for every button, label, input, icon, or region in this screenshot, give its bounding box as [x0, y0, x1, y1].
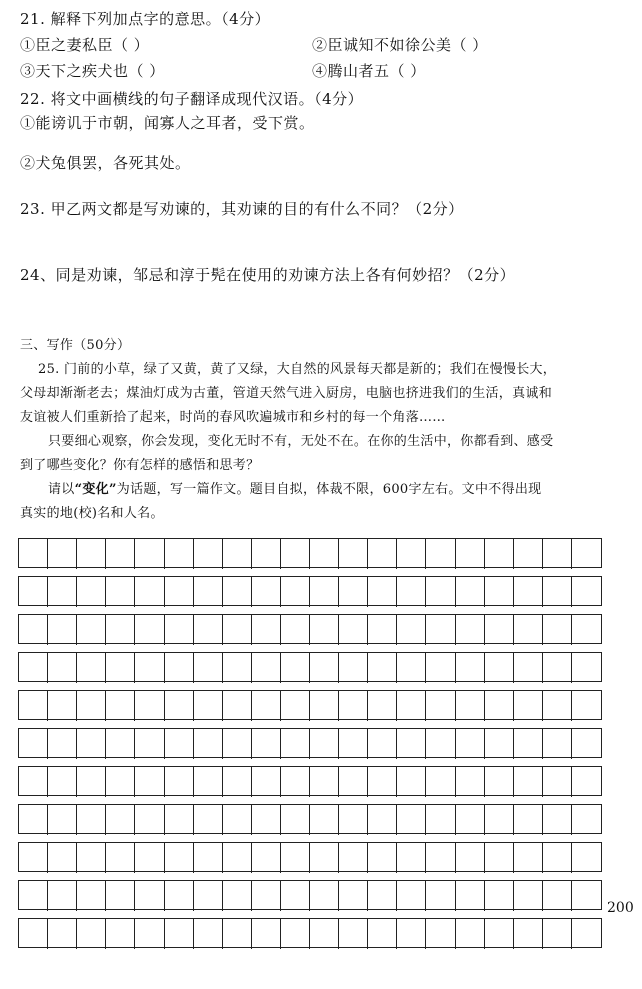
grid-cell[interactable]	[252, 539, 281, 569]
grid-cell[interactable]	[485, 919, 514, 949]
grid-cell[interactable]	[514, 919, 543, 949]
grid-cell[interactable]	[310, 653, 339, 683]
grid-cell[interactable]	[165, 653, 194, 683]
grid-cell[interactable]	[368, 729, 397, 759]
grid-cell[interactable]	[135, 615, 164, 645]
grid-cell[interactable]	[543, 615, 572, 645]
writing-p3-line1	[48, 478, 541, 497]
grid-cell[interactable]	[19, 729, 48, 759]
grid-cell[interactable]	[339, 843, 368, 873]
grid-cell[interactable]	[106, 805, 135, 835]
grid-row	[18, 880, 602, 910]
grid-row	[18, 842, 602, 872]
grid-cell[interactable]	[397, 767, 426, 797]
grid-cell[interactable]	[77, 919, 106, 949]
grid-cell[interactable]	[339, 919, 368, 949]
grid-cell[interactable]	[426, 577, 455, 607]
grid-cell[interactable]	[48, 729, 77, 759]
grid-cell[interactable]	[135, 881, 164, 911]
grid-cell[interactable]	[368, 653, 397, 683]
grid-cell[interactable]	[48, 805, 77, 835]
grid-cell[interactable]	[252, 805, 281, 835]
grid-cell[interactable]	[426, 653, 455, 683]
grid-cell[interactable]	[514, 767, 543, 797]
grid-cell[interactable]	[310, 805, 339, 835]
grid-cell[interactable]	[19, 919, 48, 949]
grid-cell[interactable]	[48, 843, 77, 873]
grid-cell[interactable]	[281, 729, 310, 759]
grid-cell[interactable]	[456, 615, 485, 645]
grid-cell[interactable]	[281, 539, 310, 569]
writing-p3-prefix: 请以	[48, 482, 75, 497]
grid-cell[interactable]	[223, 805, 252, 835]
grid-cell[interactable]	[339, 805, 368, 835]
writing-p1-line1: 25. 门前的小草，绿了又黄，黄了又绿，大自然的风景每天都是新的；我们在慢慢长大，	[38, 362, 557, 377]
grid-cell[interactable]	[77, 881, 106, 911]
grid-cell[interactable]	[485, 767, 514, 797]
q23-text: 23. 甲乙两文都是写劝谏的，其劝谏的目的有什么不同？（2分）	[20, 200, 464, 218]
grid-cell[interactable]	[572, 843, 601, 873]
grid-cell[interactable]	[77, 843, 106, 873]
writing-p2-line1: 只要细心观察，你会发现，变化无时不有，无处不在。在你的生活中，你都看到、感受	[48, 434, 554, 449]
grid-row	[18, 576, 602, 606]
grid-cell[interactable]	[135, 767, 164, 797]
grid-cell[interactable]	[19, 653, 48, 683]
grid-cell[interactable]	[456, 805, 485, 835]
grid-cell[interactable]	[194, 881, 223, 911]
grid-cell[interactable]	[252, 843, 281, 873]
grid-cell[interactable]	[485, 691, 514, 721]
grid-cell[interactable]	[106, 539, 135, 569]
grid-cell[interactable]	[456, 881, 485, 911]
grid-cell[interactable]	[135, 919, 164, 949]
q21-item-1: ①臣之妻私臣（ ）	[20, 36, 150, 54]
grid-cell[interactable]	[368, 577, 397, 607]
grid-cell[interactable]	[543, 881, 572, 911]
grid-cell[interactable]	[106, 919, 135, 949]
q21-title: 21. 解释下列加点字的意思。（4分）	[20, 10, 271, 28]
grid-cell[interactable]	[310, 615, 339, 645]
grid-cell[interactable]	[339, 729, 368, 759]
grid-row	[18, 918, 602, 948]
grid-cell[interactable]	[223, 881, 252, 911]
grid-cell[interactable]	[252, 767, 281, 797]
grid-cell[interactable]	[543, 919, 572, 949]
grid-cell[interactable]	[194, 729, 223, 759]
grid-row	[18, 804, 602, 834]
writing-p2-line2: 到了哪些变化？你有怎样的感悟和思考？	[20, 458, 260, 473]
grid-cell[interactable]	[485, 615, 514, 645]
grid-cell[interactable]	[106, 691, 135, 721]
grid-cell[interactable]	[426, 767, 455, 797]
writing-p3-line2: 真实的地(校)名和人名。	[20, 506, 164, 521]
writing-p1-line3: 友谊被人们重新拾了起来，时尚的春风吹遍城市和乡村的每一个角落……	[20, 410, 446, 425]
grid-cell[interactable]	[252, 653, 281, 683]
grid-cell[interactable]	[252, 729, 281, 759]
grid-cell[interactable]	[543, 577, 572, 607]
grid-cell[interactable]	[19, 615, 48, 645]
grid-cell[interactable]	[310, 539, 339, 569]
q22-title: 22. 将文中画横线的句子翻译成现代汉语。（4分）	[20, 90, 364, 108]
grid-cell[interactable]	[135, 539, 164, 569]
grid-cell[interactable]	[135, 843, 164, 873]
grid-cell[interactable]	[77, 615, 106, 645]
grid-cell[interactable]	[77, 653, 106, 683]
grid-row	[18, 538, 602, 568]
grid-cell[interactable]	[368, 539, 397, 569]
grid-cell[interactable]	[48, 615, 77, 645]
grid-cell[interactable]	[572, 729, 601, 759]
grid-cell[interactable]	[252, 881, 281, 911]
grid-cell[interactable]	[456, 729, 485, 759]
writing-grid[interactable]	[18, 538, 602, 956]
grid-cell[interactable]	[223, 653, 252, 683]
grid-cell[interactable]	[543, 653, 572, 683]
grid-cell[interactable]	[77, 691, 106, 721]
grid-cell[interactable]	[426, 843, 455, 873]
grid-cell[interactable]	[426, 615, 455, 645]
grid-cell[interactable]	[252, 615, 281, 645]
grid-cell[interactable]	[223, 729, 252, 759]
grid-cell[interactable]	[281, 577, 310, 607]
q21-item-2: ②臣诚知不如徐公美（ ）	[312, 36, 488, 54]
grid-cell[interactable]	[543, 691, 572, 721]
grid-cell[interactable]	[543, 729, 572, 759]
grid-cell[interactable]	[77, 805, 106, 835]
grid-cell[interactable]	[19, 767, 48, 797]
grid-cell[interactable]	[339, 881, 368, 911]
grid-cell[interactable]	[194, 539, 223, 569]
grid-cell[interactable]	[135, 691, 164, 721]
grid-cell[interactable]	[281, 919, 310, 949]
q21-item-4: ④腾山者五（ ）	[312, 62, 426, 80]
grid-cell[interactable]	[485, 653, 514, 683]
grid-cell[interactable]	[281, 881, 310, 911]
grid-cell[interactable]	[194, 577, 223, 607]
q21-item-3: ③天下之疾犬也（ ）	[20, 62, 165, 80]
grid-cell[interactable]	[514, 881, 543, 911]
grid-cell[interactable]	[19, 577, 48, 607]
grid-cell[interactable]	[310, 577, 339, 607]
grid-cell[interactable]	[165, 729, 194, 759]
grid-cell[interactable]	[165, 881, 194, 911]
grid-cell[interactable]	[485, 843, 514, 873]
grid-cell[interactable]	[281, 615, 310, 645]
writing-p1-line2: 父母却渐渐老去；煤油灯成为古董，管道天然气进入厨房，电脑也挤进我们的生活，真诚和	[20, 386, 553, 401]
grid-cell[interactable]	[514, 805, 543, 835]
grid-cell[interactable]	[485, 805, 514, 835]
grid-cell[interactable]	[223, 843, 252, 873]
grid-cell[interactable]	[165, 691, 194, 721]
grid-cell[interactable]	[48, 653, 77, 683]
grid-cell[interactable]	[339, 691, 368, 721]
grid-row	[18, 728, 602, 758]
grid-cell[interactable]	[223, 539, 252, 569]
q24-text: 24、同是劝谏，邹忌和淳于髡在使用的劝谏方法上各有何妙招？（2分）	[20, 266, 516, 284]
grid-cell[interactable]	[252, 919, 281, 949]
writing-topic: “变化”	[74, 482, 117, 497]
grid-cell[interactable]	[165, 805, 194, 835]
grid-cell[interactable]	[135, 653, 164, 683]
grid-cell[interactable]	[19, 691, 48, 721]
grid-cell[interactable]	[194, 843, 223, 873]
grid-cell[interactable]	[426, 881, 455, 911]
grid-cell[interactable]	[48, 577, 77, 607]
grid-cell[interactable]	[135, 577, 164, 607]
grid-cell[interactable]	[19, 881, 48, 911]
grid-cell[interactable]	[572, 805, 601, 835]
grid-cell[interactable]	[426, 691, 455, 721]
grid-cell[interactable]	[397, 539, 426, 569]
grid-cell[interactable]	[281, 767, 310, 797]
grid-cell[interactable]	[135, 729, 164, 759]
q22-item-1: ①能谤讥于市朝，闻寡人之耳者，受下赏。	[20, 114, 315, 132]
grid-cell[interactable]	[310, 729, 339, 759]
grid-cell[interactable]	[339, 577, 368, 607]
grid-cell[interactable]	[368, 615, 397, 645]
grid-cell[interactable]	[106, 729, 135, 759]
grid-cell[interactable]	[310, 843, 339, 873]
grid-cell[interactable]	[165, 919, 194, 949]
grid-cell[interactable]	[572, 577, 601, 607]
grid-cell[interactable]	[368, 881, 397, 911]
grid-cell[interactable]	[514, 653, 543, 683]
grid-cell[interactable]	[514, 615, 543, 645]
grid-cell[interactable]	[194, 767, 223, 797]
grid-cell[interactable]	[543, 767, 572, 797]
grid-cell[interactable]	[514, 843, 543, 873]
grid-cell[interactable]	[572, 653, 601, 683]
grid-cell[interactable]	[106, 615, 135, 645]
grid-cell[interactable]	[397, 615, 426, 645]
grid-cell[interactable]	[456, 691, 485, 721]
grid-cell[interactable]	[165, 577, 194, 607]
grid-cell[interactable]	[514, 691, 543, 721]
grid-row	[18, 690, 602, 720]
grid-cell[interactable]	[19, 539, 48, 569]
word-count-mark: 200	[607, 900, 634, 916]
grid-cell[interactable]	[281, 691, 310, 721]
grid-cell[interactable]	[223, 691, 252, 721]
grid-cell[interactable]	[368, 691, 397, 721]
grid-cell[interactable]	[48, 539, 77, 569]
grid-cell[interactable]	[572, 691, 601, 721]
grid-cell[interactable]	[106, 843, 135, 873]
grid-cell[interactable]	[339, 539, 368, 569]
grid-row	[18, 652, 602, 682]
grid-cell[interactable]	[572, 919, 601, 949]
grid-cell[interactable]	[426, 729, 455, 759]
grid-cell[interactable]	[397, 577, 426, 607]
grid-cell[interactable]	[48, 919, 77, 949]
grid-cell[interactable]	[106, 767, 135, 797]
grid-cell[interactable]	[48, 691, 77, 721]
q22-item-2: ②犬兔俱罢，各死其处。	[20, 154, 191, 172]
grid-cell[interactable]	[194, 653, 223, 683]
grid-cell[interactable]	[514, 729, 543, 759]
grid-cell[interactable]	[194, 919, 223, 949]
grid-cell[interactable]	[456, 919, 485, 949]
grid-cell[interactable]	[543, 539, 572, 569]
grid-cell[interactable]	[165, 843, 194, 873]
grid-cell[interactable]	[397, 843, 426, 873]
grid-cell[interactable]	[135, 805, 164, 835]
grid-cell[interactable]	[165, 767, 194, 797]
grid-cell[interactable]	[485, 729, 514, 759]
writing-section-title: 三、写作（50分）	[20, 338, 131, 353]
grid-cell[interactable]	[339, 653, 368, 683]
grid-cell[interactable]	[106, 881, 135, 911]
grid-cell[interactable]	[165, 615, 194, 645]
grid-cell[interactable]	[397, 805, 426, 835]
grid-cell[interactable]	[281, 843, 310, 873]
grid-cell[interactable]	[223, 615, 252, 645]
grid-cell[interactable]	[77, 577, 106, 607]
grid-cell[interactable]	[19, 843, 48, 873]
grid-cell[interactable]	[426, 539, 455, 569]
grid-cell[interactable]	[397, 881, 426, 911]
grid-cell[interactable]	[514, 577, 543, 607]
grid-cell[interactable]	[368, 767, 397, 797]
grid-cell[interactable]	[572, 767, 601, 797]
grid-row	[18, 766, 602, 796]
grid-cell[interactable]	[397, 691, 426, 721]
grid-cell[interactable]	[368, 919, 397, 949]
grid-cell[interactable]	[397, 653, 426, 683]
grid-cell[interactable]	[310, 919, 339, 949]
grid-cell[interactable]	[485, 539, 514, 569]
grid-cell[interactable]	[281, 805, 310, 835]
grid-cell[interactable]	[48, 767, 77, 797]
grid-cell[interactable]	[456, 653, 485, 683]
grid-cell[interactable]	[368, 843, 397, 873]
grid-cell[interactable]	[339, 615, 368, 645]
grid-cell[interactable]	[543, 843, 572, 873]
grid-cell[interactable]	[77, 539, 106, 569]
grid-cell[interactable]	[572, 539, 601, 569]
grid-cell[interactable]	[485, 881, 514, 911]
grid-cell[interactable]	[397, 919, 426, 949]
grid-cell[interactable]	[310, 881, 339, 911]
grid-cell[interactable]	[194, 805, 223, 835]
grid-cell[interactable]	[194, 691, 223, 721]
grid-row	[18, 614, 602, 644]
grid-cell[interactable]	[426, 805, 455, 835]
grid-cell[interactable]	[223, 919, 252, 949]
grid-cell[interactable]	[368, 805, 397, 835]
grid-cell[interactable]	[456, 843, 485, 873]
grid-cell[interactable]	[252, 577, 281, 607]
grid-cell[interactable]	[194, 615, 223, 645]
grid-cell[interactable]	[252, 691, 281, 721]
grid-cell[interactable]	[48, 881, 77, 911]
grid-cell[interactable]	[223, 577, 252, 607]
grid-cell[interactable]	[19, 805, 48, 835]
grid-cell[interactable]	[165, 539, 194, 569]
grid-cell[interactable]	[310, 767, 339, 797]
grid-cell[interactable]	[485, 577, 514, 607]
grid-cell[interactable]	[339, 767, 368, 797]
grid-cell[interactable]	[281, 653, 310, 683]
grid-cell[interactable]	[572, 615, 601, 645]
grid-cell[interactable]	[426, 919, 455, 949]
grid-cell[interactable]	[456, 577, 485, 607]
grid-cell[interactable]	[106, 577, 135, 607]
grid-cell[interactable]	[543, 805, 572, 835]
grid-cell[interactable]	[397, 729, 426, 759]
writing-p3-rest: 为话题，写一篇作文。题目自拟，体裁不限，600字左右。文中不得出现	[116, 482, 542, 497]
grid-cell[interactable]	[456, 767, 485, 797]
grid-cell[interactable]	[106, 653, 135, 683]
grid-cell[interactable]	[572, 881, 601, 911]
grid-cell[interactable]	[310, 691, 339, 721]
grid-cell[interactable]	[77, 729, 106, 759]
grid-cell[interactable]	[514, 539, 543, 569]
grid-cell[interactable]	[456, 539, 485, 569]
grid-cell[interactable]	[223, 767, 252, 797]
grid-cell[interactable]	[77, 767, 106, 797]
